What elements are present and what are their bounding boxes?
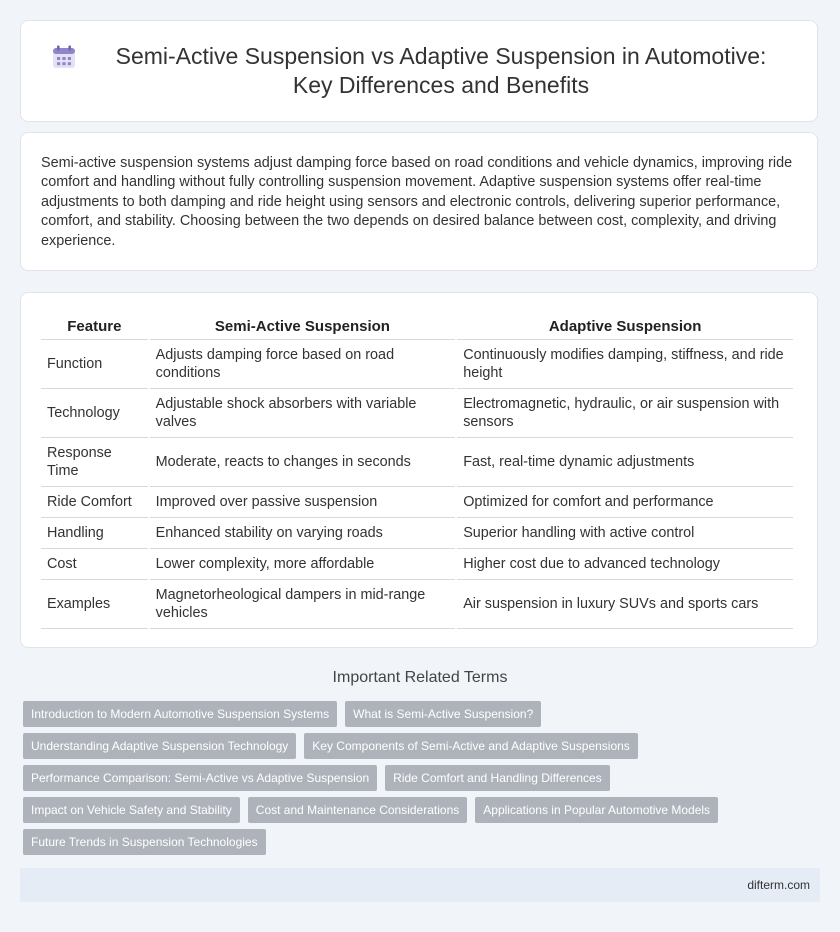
tag-row bbox=[23, 797, 803, 823]
cell-feature: Technology bbox=[41, 389, 148, 438]
cell-feature: Response Time bbox=[41, 438, 148, 487]
tag-row bbox=[23, 765, 803, 791]
intro-card bbox=[20, 132, 818, 271]
intro-paragraph: Semi-active suspension systems adjust damping force based on road conditions and vehicle dynamics, improving ride comfort and handling without fully controlling suspension movement. Adaptive suspension systems offer real-time adjustments to both damping and ride height using sensors and electronic controls, delivering superior performance, comfort, and stability. Choosing between the two depends on desired balance between cost, complexity, and driving experience. bbox=[41, 155, 793, 249]
table-header-row bbox=[41, 311, 793, 340]
table-row bbox=[41, 438, 793, 487]
related-term-tag[interactable]: Cost and Maintenance Considerations bbox=[248, 797, 467, 823]
footer-site-link[interactable]: difterm.com bbox=[747, 878, 810, 892]
cell-semi-active: Moderate, reacts to changes in seconds bbox=[150, 438, 456, 487]
table-row bbox=[41, 340, 793, 389]
cell-semi-active: Lower complexity, more affordable bbox=[150, 549, 456, 580]
cell-adaptive: Fast, real-time dynamic adjustments bbox=[457, 438, 793, 487]
related-term-tag[interactable]: Key Components of Semi-Active and Adaptive Suspensions bbox=[304, 733, 638, 759]
title-card bbox=[20, 20, 818, 122]
header-adaptive: Adaptive Suspension bbox=[457, 311, 793, 340]
comparison-card bbox=[20, 292, 818, 648]
cell-adaptive: Higher cost due to advanced technology bbox=[457, 549, 793, 580]
tag-row bbox=[23, 733, 803, 759]
related-term-tag[interactable]: Understanding Adaptive Suspension Technology bbox=[23, 733, 296, 759]
cell-semi-active: Magnetorheological dampers in mid-range vehicles bbox=[150, 580, 456, 629]
cell-adaptive: Continuously modifies damping, stiffness, and ride height bbox=[457, 340, 793, 389]
comparison-table bbox=[39, 311, 795, 629]
table-row bbox=[41, 549, 793, 580]
cell-adaptive: Air suspension in luxury SUVs and sports cars bbox=[457, 580, 793, 629]
related-term-tag[interactable]: Ride Comfort and Handling Differences bbox=[385, 765, 610, 791]
header-semi-active: Semi-Active Suspension bbox=[150, 311, 456, 340]
header-feature: Feature bbox=[41, 311, 148, 340]
page-title: Semi-Active Suspension vs Adaptive Suspension in Automotive: Key Differences and Benefits bbox=[115, 43, 767, 98]
cell-feature: Handling bbox=[41, 518, 148, 549]
table-row bbox=[41, 580, 793, 629]
cell-adaptive: Electromagnetic, hydraulic, or air suspension with sensors bbox=[457, 389, 793, 438]
related-terms-heading: Important Related Terms bbox=[332, 669, 508, 686]
tag-row bbox=[23, 701, 803, 727]
cell-adaptive: Superior handling with active control bbox=[457, 518, 793, 549]
footer bbox=[20, 868, 820, 902]
related-terms-list bbox=[23, 701, 803, 861]
related-term-tag[interactable]: What is Semi-Active Suspension? bbox=[345, 701, 541, 727]
cell-feature: Function bbox=[41, 340, 148, 389]
cell-feature: Cost bbox=[41, 549, 148, 580]
cell-feature: Examples bbox=[41, 580, 148, 629]
related-term-tag[interactable]: Performance Comparison: Semi-Active vs Adaptive Suspension bbox=[23, 765, 377, 791]
cell-feature: Ride Comfort bbox=[41, 487, 148, 518]
related-term-tag[interactable]: Future Trends in Suspension Technologies bbox=[23, 829, 266, 855]
calendar-icon bbox=[51, 44, 77, 70]
table-row bbox=[41, 389, 793, 438]
table-row bbox=[41, 487, 793, 518]
table-row bbox=[41, 518, 793, 549]
related-term-tag[interactable]: Impact on Vehicle Safety and Stability bbox=[23, 797, 240, 823]
cell-semi-active: Improved over passive suspension bbox=[150, 487, 456, 518]
title-wrap bbox=[51, 42, 787, 100]
cell-adaptive: Optimized for comfort and performance bbox=[457, 487, 793, 518]
related-term-tag[interactable]: Introduction to Modern Automotive Suspension Systems bbox=[23, 701, 337, 727]
tag-row bbox=[23, 829, 803, 855]
cell-semi-active: Adjustable shock absorbers with variable valves bbox=[150, 389, 456, 438]
cell-semi-active: Adjusts damping force based on road conditions bbox=[150, 340, 456, 389]
cell-semi-active: Enhanced stability on varying roads bbox=[150, 518, 456, 549]
related-term-tag[interactable]: Applications in Popular Automotive Models bbox=[475, 797, 718, 823]
